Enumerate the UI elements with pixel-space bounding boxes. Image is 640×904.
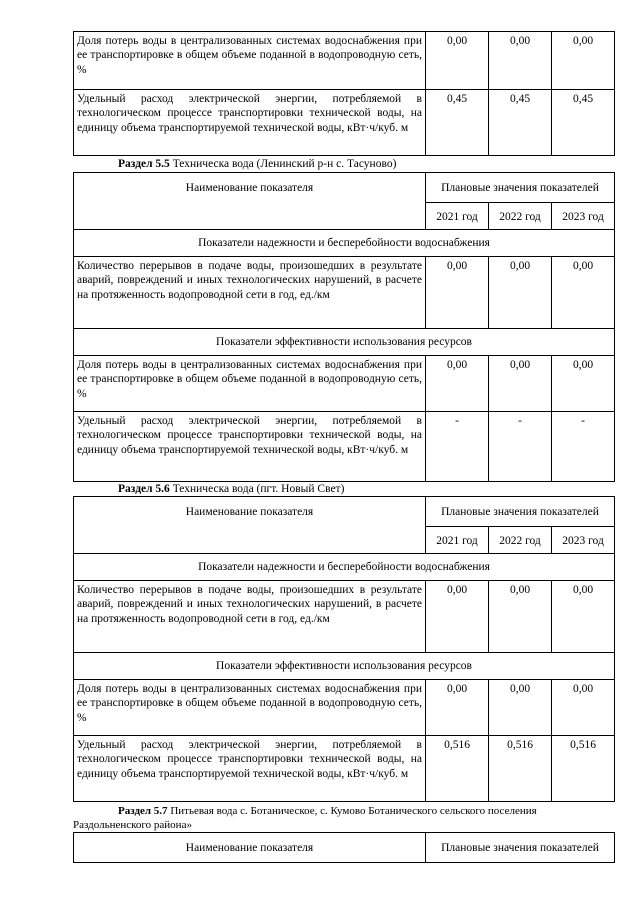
table-row	[74, 356, 615, 412]
indicator-name: Доля потерь воды в централизованных системах водоснабжения при ее транспортировке в общем объеме поданной в водопроводную сеть, %	[74, 356, 426, 412]
section-5-6-table-block	[73, 496, 614, 802]
group-row	[74, 653, 615, 680]
table-row	[74, 736, 615, 802]
value-2022: 0,00	[489, 680, 552, 736]
value-2023: 0,45	[552, 90, 615, 156]
value-2022: 0,00	[489, 257, 552, 329]
value-2022: 0,00	[489, 356, 552, 412]
section-label: Раздел 5.7	[118, 805, 168, 817]
group-row	[74, 554, 615, 581]
header-year-2021: 2021 год	[426, 527, 489, 554]
section-title-continued: Раздольненского района»	[73, 819, 192, 831]
group-efficiency: Показатели эффективности использования ресурсов	[74, 329, 615, 356]
header-planned-values: Плановые значения показателей	[426, 173, 615, 203]
top-table	[73, 31, 615, 156]
section-5-5-table	[73, 172, 615, 482]
value-2021: 0,45	[426, 90, 489, 156]
value-2021: 0,00	[426, 257, 489, 329]
header-indicator-name: Наименование показателя	[74, 173, 426, 230]
header-year-2022: 2022 год	[489, 203, 552, 230]
header-year-2022: 2022 год	[489, 527, 552, 554]
section-label: Раздел 5.5	[118, 158, 170, 170]
section-caption-5-7-line2	[73, 818, 192, 832]
header-row	[74, 833, 615, 863]
header-indicator-name: Наименование показателя	[74, 497, 426, 554]
section-caption-5-7	[118, 804, 537, 818]
table-row	[74, 581, 615, 653]
value-2023: -	[552, 412, 615, 482]
table-row	[74, 680, 615, 736]
section-5-6-table	[73, 496, 615, 802]
value-2022: 0,45	[489, 90, 552, 156]
value-2022: 0,516	[489, 736, 552, 802]
group-reliability: Показатели надежности и бесперебойности водоснабжения	[74, 554, 615, 581]
top-table-block	[73, 31, 614, 156]
group-reliability: Показатели надежности и бесперебойности водоснабжения	[74, 230, 615, 257]
section-caption-5-6	[118, 482, 344, 496]
group-row	[74, 230, 615, 257]
value-2021: 0,516	[426, 736, 489, 802]
table-row	[74, 412, 615, 482]
indicator-name: Количество перерывов в подаче воды, произошедших в результате аварий, повреждений и иных технологических нарушений, в расчете на протяженность водопроводной сети в год, ед./км	[74, 581, 426, 653]
section-label: Раздел 5.6	[118, 483, 170, 495]
section-title: Техническа вода (пгт. Новый Свет)	[169, 483, 345, 495]
value-2022: 0,00	[489, 581, 552, 653]
table-row	[74, 32, 615, 90]
header-planned-values: Плановые значения показателей	[426, 833, 615, 863]
header-row	[74, 173, 615, 203]
indicator-name: Удельный расход электрической энергии, потребляемой в технологическом процессе транспортировки технической воды, на единицу объема транспортируемой технической воды, кВт·ч/куб. м	[74, 90, 426, 156]
header-year-2021: 2021 год	[426, 203, 489, 230]
value-2021: 0,00	[426, 32, 489, 90]
indicator-name: Удельный расход электрической энергии, потребляемой в технологическом процессе транспортировки технической воды, на единицу объема транспортируемой технической воды, кВт·ч/куб. м	[74, 736, 426, 802]
value-2021: -	[426, 412, 489, 482]
indicator-name: Доля потерь воды в централизованных системах водоснабжения при ее транспортировке в общем объеме поданной в водопроводную сеть, %	[74, 32, 426, 90]
indicator-name: Доля потерь воды в централизованных системах водоснабжения при ее транспортировке в общем объеме поданной в водопроводную сеть, %	[74, 680, 426, 736]
group-row	[74, 329, 615, 356]
header-year-2023: 2023 год	[552, 203, 615, 230]
value-2022: 0,00	[489, 32, 552, 90]
section-5-5-table-block	[73, 172, 614, 482]
table-row	[74, 257, 615, 329]
value-2022: -	[489, 412, 552, 482]
value-2023: 0,00	[552, 356, 615, 412]
section-5-7-table-block	[73, 832, 614, 863]
value-2021: 0,00	[426, 680, 489, 736]
header-row	[74, 497, 615, 527]
section-title: Питьевая вода с. Ботаническое, с. Кумово Ботанического сельского поселения	[167, 805, 537, 817]
header-indicator-name: Наименование показателя	[74, 833, 426, 863]
value-2023: 0,516	[552, 736, 615, 802]
value-2021: 0,00	[426, 356, 489, 412]
header-year-2023: 2023 год	[552, 527, 615, 554]
section-5-7-table	[73, 832, 615, 863]
value-2023: 0,00	[552, 32, 615, 90]
table-row	[74, 90, 615, 156]
value-2023: 0,00	[552, 257, 615, 329]
header-planned-values: Плановые значения показателей	[426, 497, 615, 527]
group-efficiency: Показатели эффективности использования ресурсов	[74, 653, 615, 680]
value-2021: 0,00	[426, 581, 489, 653]
section-title: Техническа вода (Ленинский р-н с. Тасуново)	[169, 158, 397, 170]
section-caption-5-5	[118, 157, 396, 171]
value-2023: 0,00	[552, 581, 615, 653]
indicator-name: Удельный расход электрической энергии, потребляемой в технологическом процессе транспортировки технической воды, на единицу объема транспортируемой технической воды, кВт·ч/куб. м	[74, 412, 426, 482]
indicator-name: Количество перерывов в подаче воды, произошедших в результате аварий, повреждений и иных технологических нарушений, в расчете на протяженность водопроводной сети в год, ед./км	[74, 257, 426, 329]
value-2023: 0,00	[552, 680, 615, 736]
